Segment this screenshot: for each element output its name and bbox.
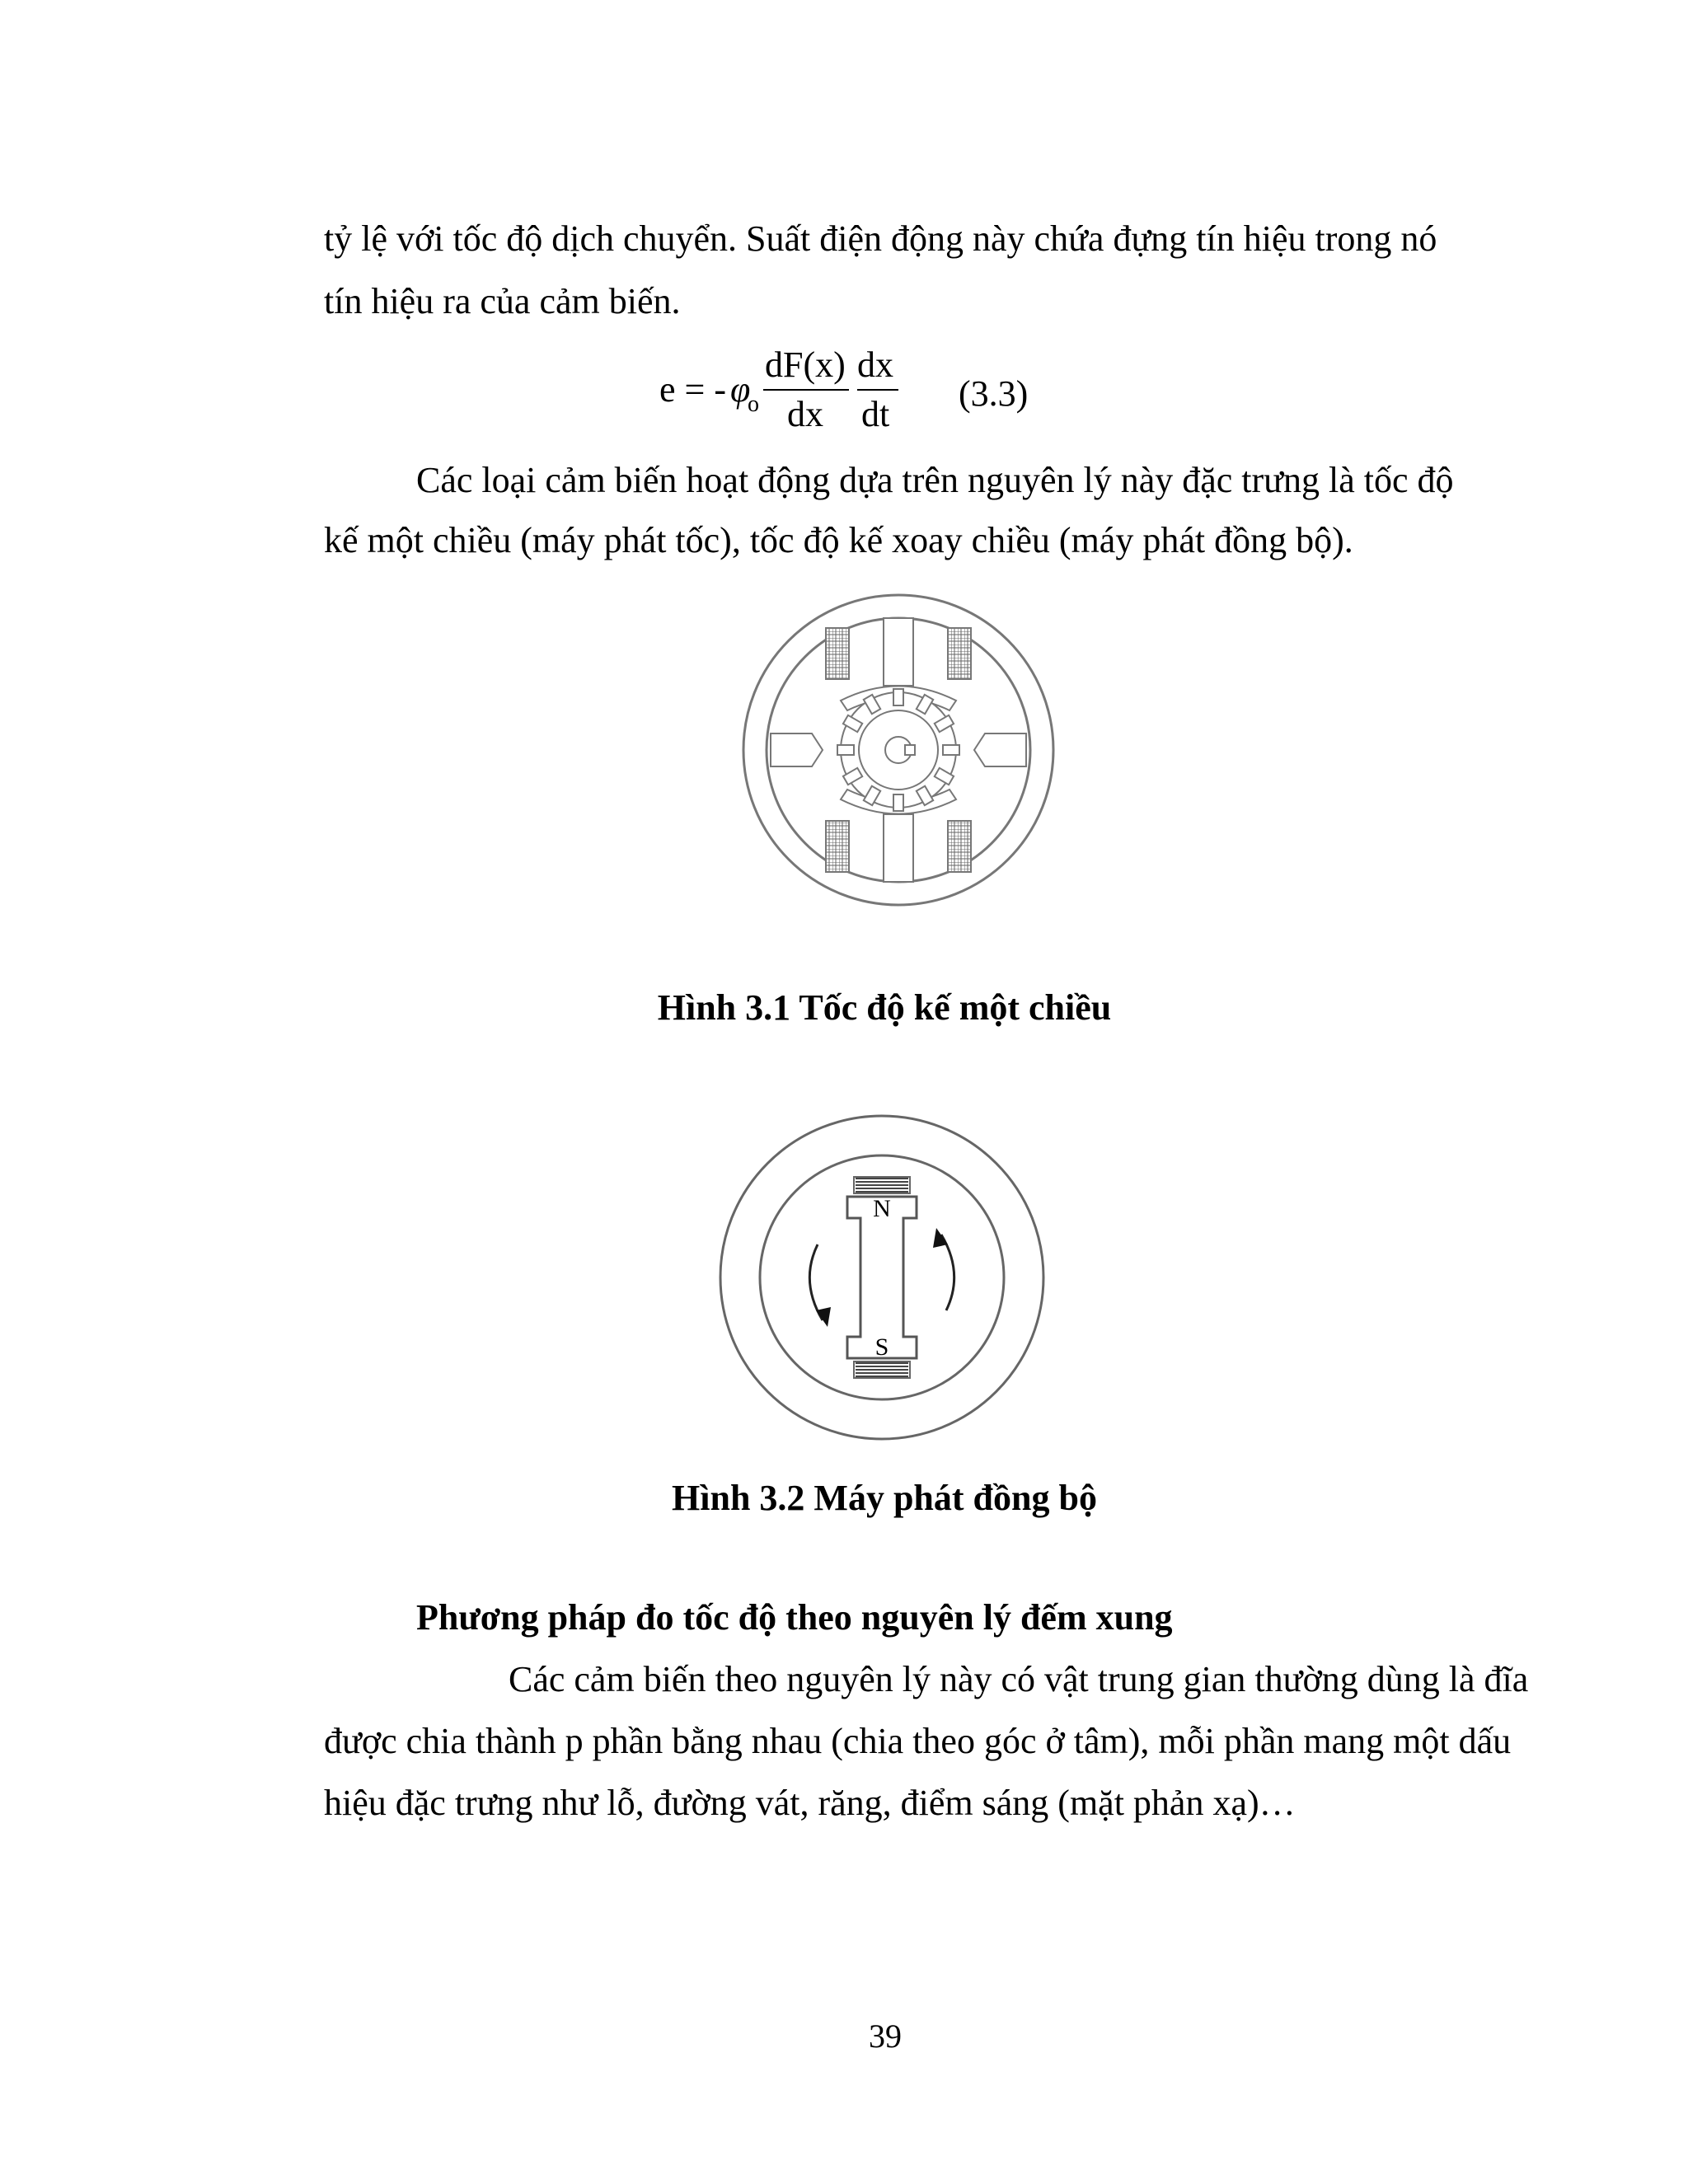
body-text-line: Các loại cảm biến hoạt động dựa trên nguyên lý này đặc trưng là tốc độ (416, 460, 1454, 500)
section-heading: Phương pháp đo tốc độ theo nguyên lý đếm xung (416, 1597, 1173, 1638)
equation-numerator-2: dx (857, 344, 893, 385)
equation-phi-subscript: o (748, 391, 759, 417)
equation-number: (3.3) (959, 373, 1029, 414)
equation-denominator-1: dx (787, 394, 823, 434)
body-text-line: tỷ lệ với tốc độ dịch chuyển. Suất điện động này chứa đựng tín hiệu trong nó (324, 218, 1437, 259)
body-text-line: tín hiệu ra của cảm biến. (324, 281, 681, 321)
figure-dc-tachometer (734, 585, 1063, 915)
fraction-bar-2 (857, 389, 898, 391)
page-number: 39 (869, 2018, 902, 2055)
north-pole-label: N (873, 1195, 891, 1222)
fraction-bar-1 (763, 389, 849, 391)
figure-1-caption: Hình 3.1 Tốc độ kế một chiều (657, 987, 1112, 1028)
body-text-line: hiệu đặc trưng như lỗ, đường vát, răng, điểm sáng (mặt phản xạ)… (324, 1783, 1296, 1823)
equation-numerator-1: dF(x) (765, 344, 846, 385)
equation-denominator-2: dt (861, 394, 890, 434)
south-pole-label: S (874, 1333, 889, 1361)
equation-lhs: e = - (659, 369, 726, 410)
figure-2-caption: Hình 3.2 Máy phát đồng bộ (672, 1478, 1097, 1518)
figure-synchronous-generator (717, 1104, 1047, 1451)
equation-phi: φ (730, 369, 751, 410)
body-text-line: được chia thành p phần bằng nhau (chia theo góc ở tâm), mỗi phần mang một dấu (324, 1721, 1512, 1761)
body-text-line: kế một chiều (máy phát tốc), tốc độ kế xoay chiều (máy phát đồng bộ). (324, 520, 1353, 560)
body-text-line: Các cảm biến theo nguyên lý này có vật trung gian thường dùng là đĩa (509, 1659, 1529, 1699)
